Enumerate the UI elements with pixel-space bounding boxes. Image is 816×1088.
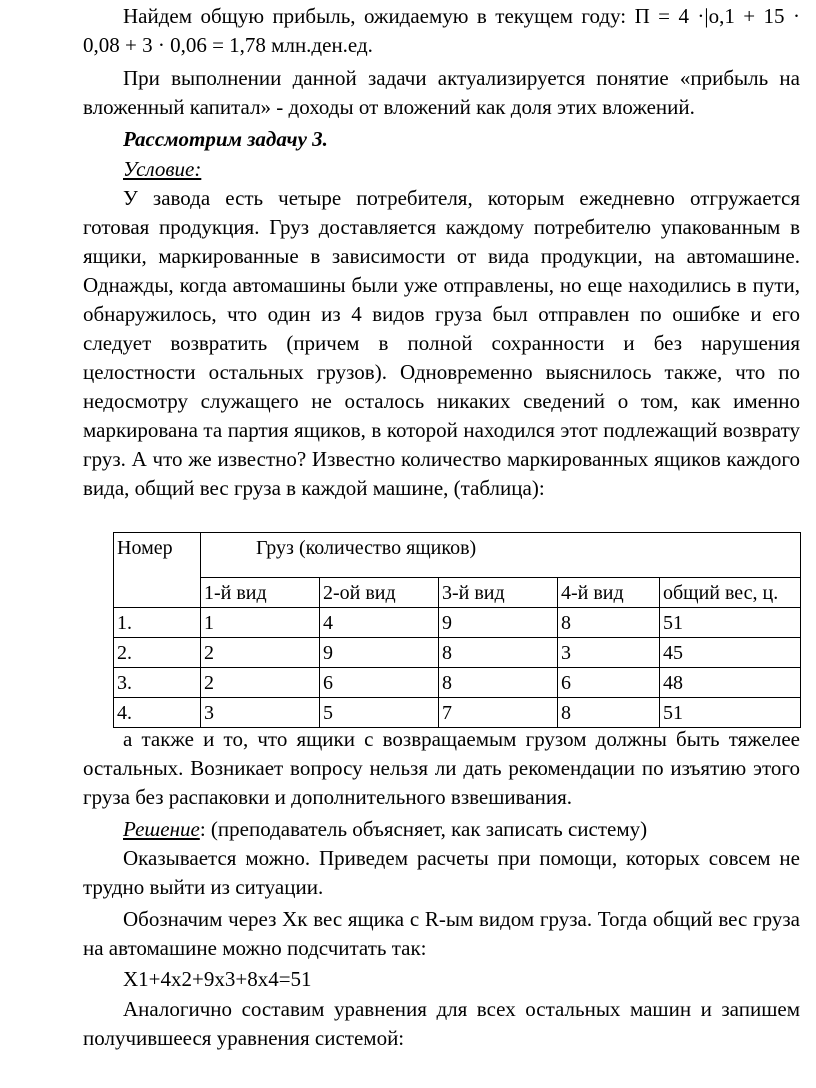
solution-label: Решение <box>123 817 200 841</box>
paragraph-heavier: а также и то, что ящики с возвращаемым грузом должны быть тяжелее остальных. Возникает вопросу нельзя ли дать рекомендации по изъятию этого груза без распаковки и дополнительного взвешивания. <box>83 727 800 809</box>
subheader: 1-й вид <box>201 578 320 608</box>
cell: 5 <box>320 698 439 728</box>
cell: 6 <box>320 668 439 698</box>
cell: 6 <box>558 668 660 698</box>
cell: 4. <box>114 698 201 728</box>
cell: 8 <box>439 638 558 668</box>
condition-label: Условие: <box>123 157 202 181</box>
table-row <box>114 608 801 638</box>
table-row <box>114 638 801 668</box>
paragraph-profit: Найдем общую прибыль, ожидаемую в текущем году: П = 4 ·|о,1 + 15 · 0,08 + 3 · 0,06 = 1,78 млн.ден.ед. <box>83 4 800 57</box>
equation: X1+4x2+9x3+8x4=51 <box>123 967 312 991</box>
paragraph-capital: При выполнении данной задачи актуализируется понятие «прибыль на вложенный капитал» - доходы от вложений как доля этих вложений. <box>83 66 800 119</box>
table-row <box>114 668 801 698</box>
table-row <box>114 698 801 728</box>
subheader: 3-й вид <box>439 578 558 608</box>
cell: 7 <box>439 698 558 728</box>
cargo-table <box>113 532 801 728</box>
cell: 51 <box>660 698 801 728</box>
cell: 51 <box>660 608 801 638</box>
paragraph-possible: Оказывается можно. Приведем расчеты при помощи, которых совсем не трудно выйти из ситуации. <box>83 846 800 899</box>
cell: 9 <box>439 608 558 638</box>
cell: 3. <box>114 668 201 698</box>
cell: 3 <box>201 698 320 728</box>
subheader: 2-ой вид <box>320 578 439 608</box>
solution-line <box>83 815 800 844</box>
subheader: 4-й вид <box>558 578 660 608</box>
paragraph-system: Аналогично составим уравнения для всех остальных машин и запишем получившееся уравнения системой: <box>83 997 800 1050</box>
cell: 48 <box>660 668 801 698</box>
cell: 1 <box>201 608 320 638</box>
solution-note: : (преподаватель объясняет, как записать систему) <box>199 817 648 841</box>
condition-label-line <box>83 155 800 184</box>
cell: 8 <box>558 608 660 638</box>
cell: 9 <box>320 638 439 668</box>
paragraph-condition: У завода есть четыре потребителя, которым ежедневно отгружается готовая продукция. Груз доставляется каждому потребителю упакованным в ящики, маркированные в зависимости от вида продукции, на автомашине. Однажды, когда автомашины были уже отправлены, но еще находились в пути, обнаружилось, что один из 4 видов груза был отправлен по ошибке и его следует возвратить (причем в полной сохранности и без нарушения целостности остальных грузов). Одновременно выяснилось также, что по недосмотру служащего не осталось никаких сведений о том, как именно маркирована та партия ящиков, в которой находился этот подлежащий возврату груз. А что же известно? Известно количество маркированных ящиков каждого вида, общий вес груза в каждой машине, (таблица): <box>83 186 800 500</box>
cell: 8 <box>439 668 558 698</box>
cell: 3 <box>558 638 660 668</box>
cell: 2. <box>114 638 201 668</box>
cell: 2 <box>201 638 320 668</box>
paragraph-notation: Обозначим через Хк вес ящика с R-ым видом груза. Тогда общий вес груза на автомашине можно подсчитать так: <box>83 907 800 960</box>
cell: 8 <box>558 698 660 728</box>
cell: 4 <box>320 608 439 638</box>
subheader: общий вес, ц. <box>660 578 801 608</box>
header-cargo: Груз (количество ящиков) <box>201 533 801 578</box>
cell: 45 <box>660 638 801 668</box>
header-number: Номер <box>114 533 201 608</box>
task-heading: Рассмотрим задачу 3. <box>123 127 328 151</box>
cell: 1. <box>114 608 201 638</box>
cell: 2 <box>201 668 320 698</box>
